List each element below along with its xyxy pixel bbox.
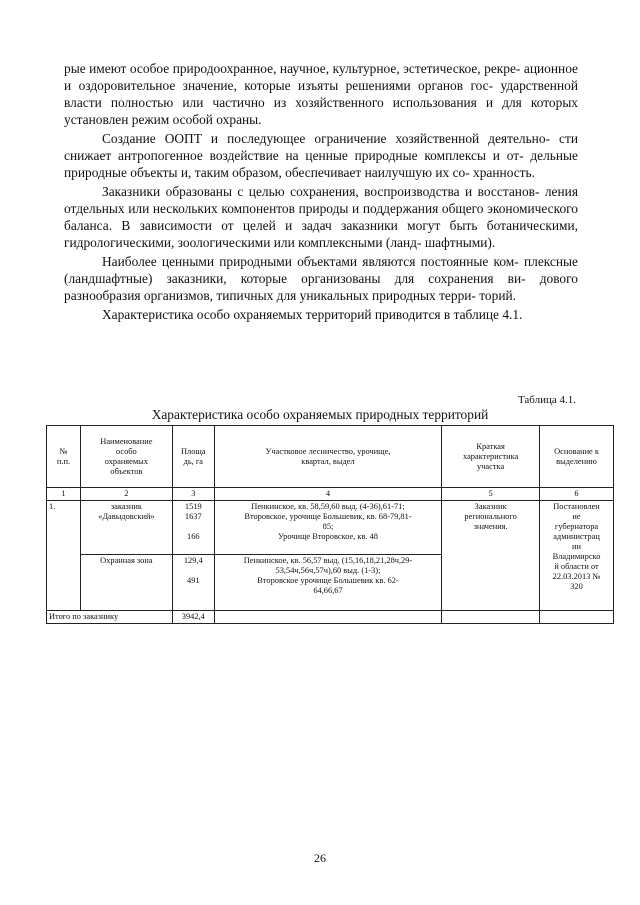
paragraph-line: дельные природные объекты и, таким образом, обеспечивает наилучшую их со-	[64, 148, 578, 180]
cell-line: выделению	[556, 456, 597, 466]
cell-line: администрац	[553, 532, 600, 541]
paragraph	[64, 306, 578, 323]
total-value: 3942,4	[172, 611, 214, 624]
cell-line: губернатора	[554, 522, 599, 531]
total-label: Итого по заказнику	[47, 611, 173, 624]
cell-line: участка	[477, 461, 505, 471]
column-number: 2	[80, 488, 172, 501]
header-area	[172, 426, 214, 488]
paragraph-line: ационное и оздоровительное значение, которые изъяты решениями органов гос-	[64, 61, 578, 93]
cell-line: п.п.	[56, 456, 71, 466]
cell-line: Второвское урочище Большевик кв. 62-	[257, 576, 399, 585]
cell-line: 320	[570, 582, 583, 591]
column-number: 3	[172, 488, 214, 501]
cell-line: «Давыдовский»	[98, 512, 155, 521]
cell-line: 166	[187, 532, 200, 541]
paragraph-line: ления отдельных или нескольких компонентов природы и поддержания общего	[64, 184, 578, 216]
cell-line: ие	[572, 512, 581, 521]
paragraph-line: и для которых установлен режим особой охраны.	[64, 95, 579, 127]
paragraph-line: хранность.	[473, 165, 535, 180]
paragraph-line: экономического баланса. В зависимости от целей и задач заказники могут быть	[64, 201, 578, 233]
header-characteristic	[442, 426, 540, 488]
paragraph	[64, 183, 578, 251]
reserve-basis	[540, 501, 614, 611]
cell-line: значения.	[473, 522, 508, 531]
paragraph-line: дового разнообразия организмов, типичных для уникальных природных терри-	[64, 271, 578, 303]
paragraph-line: шафтными).	[424, 235, 496, 250]
column-number: 1	[47, 488, 81, 501]
cell-line: Урочище Второвское, кв. 48	[277, 532, 378, 541]
cell-line: 129,4	[183, 556, 203, 565]
reserve-locations	[214, 501, 441, 555]
total-empty	[214, 611, 441, 624]
paragraph	[64, 60, 578, 128]
cell-line: 85;	[322, 522, 334, 531]
cell-line: характеристика	[463, 451, 519, 461]
cell-line: Основание к	[554, 446, 599, 456]
total-empty	[540, 611, 614, 624]
cell-line: Участковое лесничество, урочище,	[265, 446, 391, 456]
paragraph-line: сти снижает антропогенное воздействие на ценные природные комплексы и от-	[64, 131, 578, 163]
paragraph	[64, 253, 578, 304]
cell-line: 1637	[184, 512, 202, 521]
cell-line	[175, 522, 212, 532]
reserve-characteristic	[442, 501, 540, 611]
buffer-zone-locations	[214, 555, 441, 611]
cell-line: объектов	[110, 466, 143, 476]
table-row	[47, 501, 614, 555]
cell-line: №	[59, 446, 68, 456]
cell-line: особо	[116, 446, 137, 456]
header-location	[214, 426, 441, 488]
table-number: Таблица 4.1.	[517, 394, 576, 406]
paragraph-line: Создание ООПТ и последующее ограничение хозяйственной деятельно-	[102, 131, 551, 146]
cell-line: Наименование	[100, 436, 153, 446]
cell-line: 64,66,67	[313, 586, 343, 595]
cell-line: Заказник	[474, 502, 507, 511]
protected-areas-table	[46, 425, 614, 624]
cell-line	[175, 566, 212, 576]
cell-line: 491	[187, 576, 200, 585]
column-number: 6	[540, 488, 614, 501]
cell-line: квартал, выдел	[301, 456, 355, 466]
total-empty	[442, 611, 540, 624]
paragraph-line: рые имеют особое природоохранное, научное, культурное, эстетическое, рекре-	[64, 61, 521, 76]
table-header-row	[47, 426, 614, 488]
cell-line: ии	[572, 542, 581, 551]
body-text	[64, 60, 578, 325]
cell-line: 53,54ч,56ч,57ч),60 выд. (1-3);	[275, 566, 381, 575]
cell-line: Площа	[180, 446, 206, 456]
header-number	[47, 426, 81, 488]
paragraph-line: торий.	[479, 288, 516, 303]
page-number: 26	[314, 851, 326, 865]
column-number: 5	[442, 488, 540, 501]
cell-line: 1519	[184, 502, 202, 511]
cell-line: заказник	[110, 502, 142, 511]
reserve-name	[80, 501, 172, 555]
paragraph-line: ударственной власти полностью или частично из хозяйственного использования	[64, 78, 578, 110]
column-number: 4	[214, 488, 441, 501]
reserve-areas	[172, 501, 214, 555]
paragraph-line: Наиболее ценными природными объектами являются постоянные ком-	[102, 254, 519, 269]
cell-line: Второвское, урочище Большевик, кв. 68-79,81-	[244, 512, 412, 521]
paragraph	[64, 130, 578, 181]
cell-line: Постановлен	[553, 502, 600, 511]
cell-line: охраняемых	[104, 456, 148, 466]
cell-line: дь, га	[183, 456, 203, 466]
paragraph-line: плексные (ландшафтные) заказники, которые организованы для сохранения ви-	[64, 254, 578, 286]
total-row	[47, 611, 614, 624]
cell-line: й области от	[554, 562, 599, 571]
cell-line: Пенкинское, кв. 58,59,60 выд. (4-36),61-71;	[251, 502, 405, 511]
table-title: Характеристика особо охраняемых природных территорий	[151, 407, 489, 422]
cell-line: 22.03.2013 №	[552, 572, 601, 581]
cell-line: Владимирско	[552, 552, 601, 561]
buffer-zone-name: Охранная зона	[80, 555, 172, 611]
header-basis	[540, 426, 614, 488]
column-numbers-row	[47, 488, 614, 501]
cell-line: Краткая	[476, 441, 505, 451]
cell-line: регионального	[464, 512, 517, 521]
paragraph-line: Заказники образованы с целью сохранения, воспроизводства и восстанов-	[102, 184, 540, 199]
row-number: 1.	[47, 501, 81, 611]
paragraph-line: Характеристика особо охраняемых территорий приводится в таблице 4.1.	[102, 307, 523, 322]
cell-line: Пенкинское, кв. 56,57 выд. (15,16,18,21,28ч,29-	[243, 556, 413, 565]
buffer-zone-areas	[172, 555, 214, 611]
header-name	[80, 426, 172, 488]
paragraph-line: ботаническими, гидрологическими, зоологическими или комплексными (ланд-	[64, 218, 578, 250]
